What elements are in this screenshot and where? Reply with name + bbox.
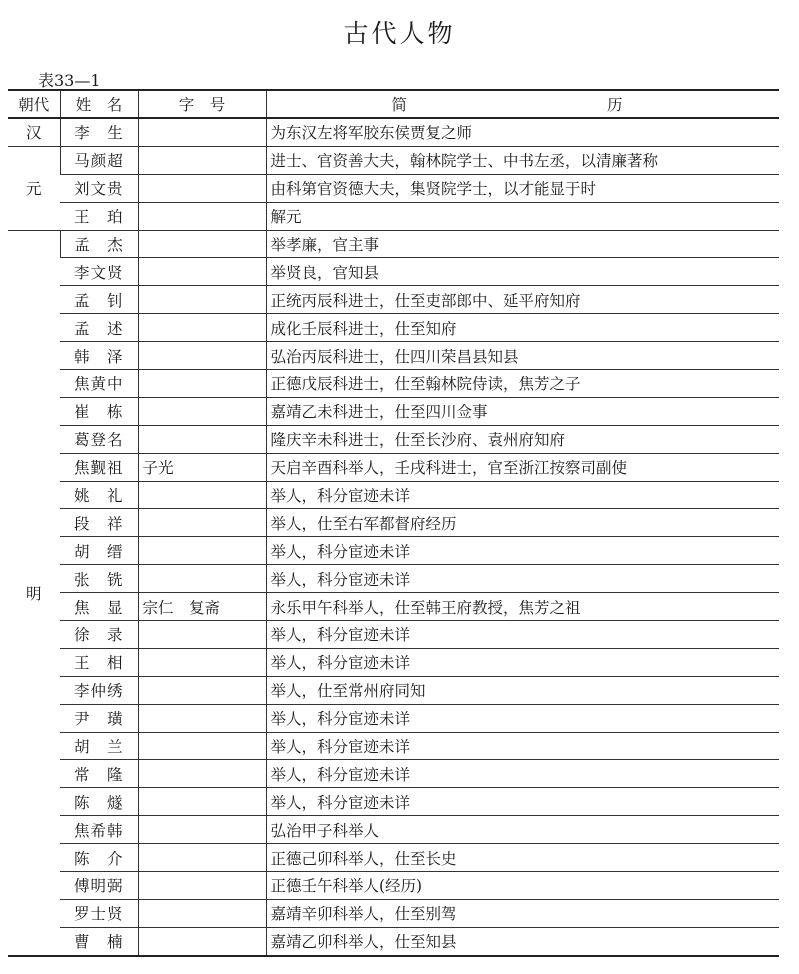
- person-name-cell: 王 珀: [60, 202, 138, 230]
- person-name-cell: 张 铣: [60, 565, 138, 593]
- courtesy-name-cell: [138, 481, 266, 509]
- courtesy-name-cell: [138, 425, 266, 453]
- table-row: [8, 732, 779, 760]
- biography-cell: 正德己卯科举人，仕至长史: [266, 844, 779, 872]
- biography-cell: 嘉靖辛卯科举人，仕至别驾: [266, 899, 779, 927]
- courtesy-name-cell: [138, 342, 266, 370]
- table-label: 表33—1: [38, 71, 101, 90]
- biography-cell: 正统丙辰科进士，仕至吏部郎中、延平府知府: [266, 286, 779, 314]
- person-name-cell: 陈 介: [60, 844, 138, 872]
- biography-cell: 举人，科分宦迹未详: [266, 760, 779, 788]
- dynasty-cell: 汉: [8, 118, 60, 146]
- table-row: [8, 286, 779, 314]
- biography-cell: 弘治丙辰科进士，仕四川荣昌县知县: [266, 342, 779, 370]
- table-body: [8, 118, 779, 956]
- table-row: [8, 899, 779, 927]
- dynasty-cell: 元: [8, 146, 60, 230]
- table-row: [8, 425, 779, 453]
- header-biography-part2: 历: [607, 96, 623, 114]
- courtesy-name-cell: [138, 565, 266, 593]
- courtesy-name-cell: [138, 899, 266, 927]
- courtesy-name-cell: 子光: [138, 453, 266, 481]
- biography-cell: 成化壬辰科进士，仕至知府: [266, 314, 779, 342]
- biography-cell: 举人，科分宦迹未详: [266, 621, 779, 649]
- person-name-cell: 陈 燧: [60, 788, 138, 816]
- courtesy-name-cell: [138, 537, 266, 565]
- courtesy-name-cell: [138, 146, 266, 174]
- courtesy-name-cell: [138, 788, 266, 816]
- biography-cell: 举人，仕至常州府同知: [266, 676, 779, 704]
- biography-cell: 弘治甲子科举人: [266, 816, 779, 844]
- table-row: [8, 174, 779, 202]
- header-zi: 字 号: [138, 90, 266, 118]
- table-row: [8, 648, 779, 676]
- person-name-cell: 崔 栋: [60, 397, 138, 425]
- table-row: [8, 230, 779, 258]
- person-name-cell: 焦黄中: [60, 370, 138, 398]
- person-name-cell: 焦 显: [60, 593, 138, 621]
- biography-cell: 正德壬午科举人(经历): [266, 872, 779, 900]
- person-name-cell: 傅明弼: [60, 872, 138, 900]
- table-row: [8, 202, 779, 230]
- header-dynasty: 朝代: [8, 90, 60, 118]
- person-name-cell: 焦希韩: [60, 816, 138, 844]
- table-row: [8, 509, 779, 537]
- courtesy-name-cell: [138, 258, 266, 286]
- person-name-cell: 李仲绣: [60, 676, 138, 704]
- table-row: [8, 872, 779, 900]
- courtesy-name-cell: [138, 648, 266, 676]
- person-name-cell: 马颜超: [60, 146, 138, 174]
- person-name-cell: 孟 杰: [60, 230, 138, 258]
- courtesy-name-cell: [138, 844, 266, 872]
- person-name-cell: 胡 缙: [60, 537, 138, 565]
- person-name-cell: 刘文贵: [60, 174, 138, 202]
- biography-cell: 正德戊辰科进士，仕至翰林院侍读，焦芳之子: [266, 370, 779, 398]
- courtesy-name-cell: [138, 314, 266, 342]
- biography-cell: 永乐甲午科举人，仕至韩王府教授，焦芳之祖: [266, 593, 779, 621]
- biography-cell: 进士、官资善大夫，翰林院学士、中书左丞，以清廉著称: [266, 146, 779, 174]
- person-name-cell: 徐 录: [60, 621, 138, 649]
- person-name-cell: 常 隆: [60, 760, 138, 788]
- courtesy-name-cell: [138, 509, 266, 537]
- biography-cell: 隆庆辛未科进士，仕至长沙府、袁州府知府: [266, 425, 779, 453]
- person-name-cell: 姚 礼: [60, 481, 138, 509]
- person-name-cell: 胡 兰: [60, 732, 138, 760]
- table-row: [8, 146, 779, 174]
- biography-cell: 为东汉左将军胶东侯贾复之师: [266, 118, 779, 146]
- dynasty-cell: 明: [8, 230, 60, 956]
- table-row: [8, 621, 779, 649]
- table-row: [8, 565, 779, 593]
- header-biography-part1: 简: [391, 96, 408, 114]
- biography-cell: 举人，科分宦迹未详: [266, 481, 779, 509]
- courtesy-name-cell: [138, 202, 266, 230]
- courtesy-name-cell: [138, 872, 266, 900]
- person-name-cell: 孟 钊: [60, 286, 138, 314]
- table-row: [8, 370, 779, 398]
- biography-cell: 由科第官资德大夫，集贤院学士，以才能显于时: [266, 174, 779, 202]
- person-name-cell: 段 祥: [60, 509, 138, 537]
- table-row: [8, 676, 779, 704]
- biography-cell: 嘉靖乙卯科举人，仕至知县: [266, 927, 779, 955]
- courtesy-name-cell: [138, 927, 266, 955]
- courtesy-name-cell: [138, 732, 266, 760]
- courtesy-name-cell: [138, 816, 266, 844]
- table-row: [8, 927, 779, 955]
- courtesy-name-cell: [138, 397, 266, 425]
- courtesy-name-cell: [138, 230, 266, 258]
- person-name-cell: 尹 璜: [60, 704, 138, 732]
- biography-cell: 举人，科分宦迹未详: [266, 704, 779, 732]
- courtesy-name-cell: [138, 676, 266, 704]
- person-name-cell: 焦觐祖: [60, 453, 138, 481]
- table-row: [8, 118, 779, 146]
- table-row: [8, 760, 779, 788]
- table-row: [8, 788, 779, 816]
- courtesy-name-cell: [138, 370, 266, 398]
- page-title: 古代人物: [343, 19, 456, 48]
- courtesy-name-cell: [138, 118, 266, 146]
- table-row: [8, 342, 779, 370]
- biography-table: [8, 89, 779, 957]
- courtesy-name-cell: [138, 286, 266, 314]
- table-row: [8, 481, 779, 509]
- header-biography: [266, 90, 779, 118]
- table-row: [8, 816, 779, 844]
- table-row: [8, 704, 779, 732]
- table-row: [8, 537, 779, 565]
- table-row: [8, 314, 779, 342]
- biography-cell: 嘉靖乙未科进士，仕至四川佥事: [266, 397, 779, 425]
- biography-cell: 举人，科分宦迹未详: [266, 537, 779, 565]
- person-name-cell: 罗士贤: [60, 899, 138, 927]
- person-name-cell: 葛登名: [60, 425, 138, 453]
- biography-cell: 举人，科分宦迹未详: [266, 732, 779, 760]
- courtesy-name-cell: [138, 174, 266, 202]
- table-row: [8, 844, 779, 872]
- person-name-cell: 孟 述: [60, 314, 138, 342]
- biography-cell: 举人，科分宦迹未详: [266, 648, 779, 676]
- biography-cell: 举人，科分宦迹未详: [266, 788, 779, 816]
- biography-cell: 举人，科分宦迹未详: [266, 565, 779, 593]
- biography-cell: 举孝廉，官主事: [266, 230, 779, 258]
- person-name-cell: 李文贤: [60, 258, 138, 286]
- courtesy-name-cell: [138, 704, 266, 732]
- person-name-cell: 韩 泽: [60, 342, 138, 370]
- courtesy-name-cell: 宗仁 复斋: [138, 593, 266, 621]
- biography-cell: 举人，仕至右军都督府经历: [266, 509, 779, 537]
- table-row: [8, 453, 779, 481]
- biography-cell: 天启辛酉科举人，壬戌科进士，官至浙江按察司副使: [266, 453, 779, 481]
- table-row: [8, 258, 779, 286]
- header-name: 姓 名: [60, 90, 138, 118]
- courtesy-name-cell: [138, 621, 266, 649]
- biography-cell: 解元: [266, 202, 779, 230]
- table-row: [8, 593, 779, 621]
- person-name-cell: 李 生: [60, 118, 138, 146]
- table-header-row: [8, 90, 779, 118]
- person-name-cell: 曹 楠: [60, 927, 138, 955]
- courtesy-name-cell: [138, 760, 266, 788]
- person-name-cell: 王 相: [60, 648, 138, 676]
- biography-cell: 举贤良，官知县: [266, 258, 779, 286]
- table-row: [8, 397, 779, 425]
